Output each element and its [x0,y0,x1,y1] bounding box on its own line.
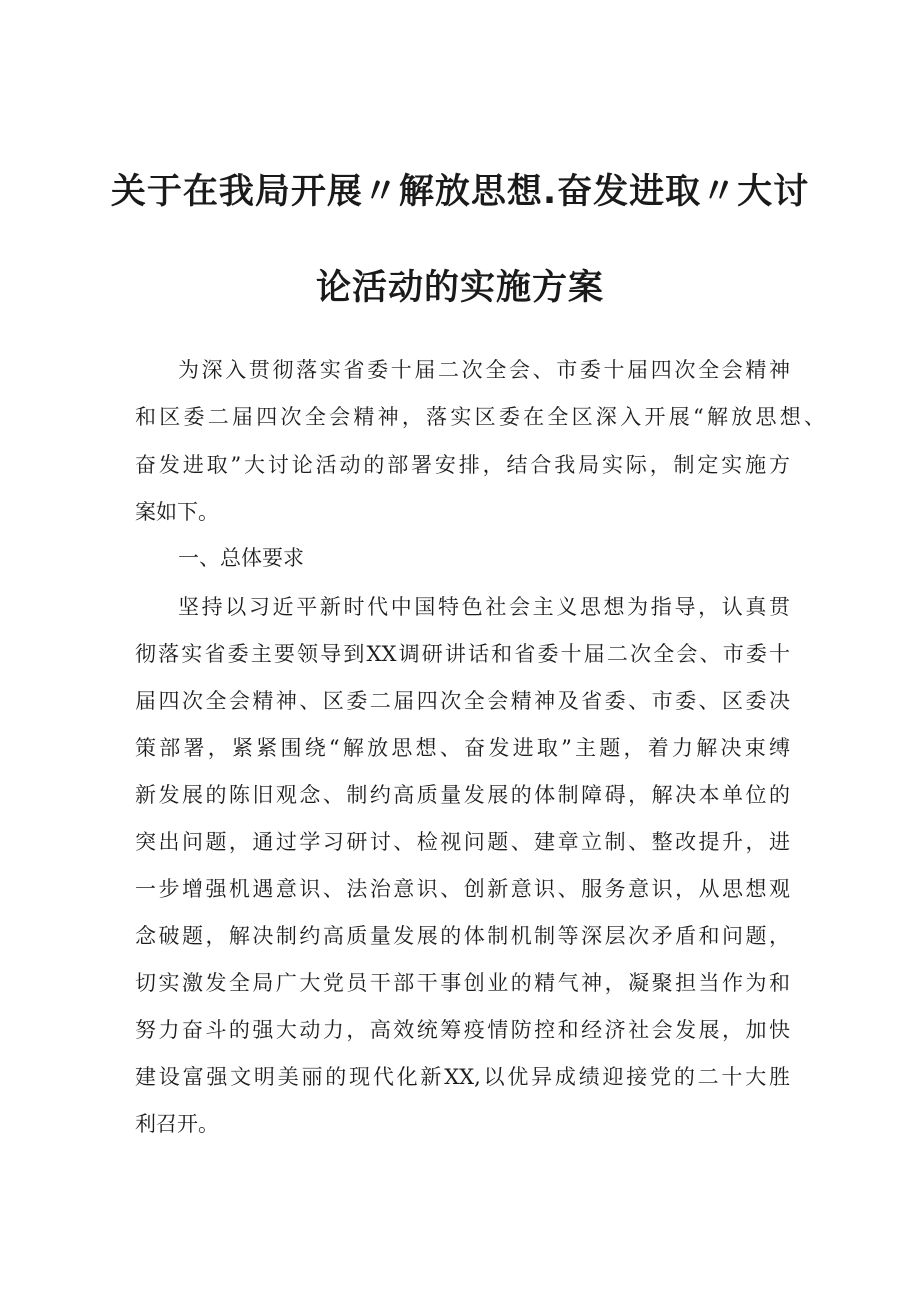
section-paragraph-line: 切实激发全局广大党员干部干事创业的精气神，凝聚担当作为和 [135,971,790,995]
intro-paragraph-line: 为深入贯彻落实省委十届二次全会、市委十届四次全会精神 [178,358,790,382]
document-title-line-1: 关于在我局开展〃解放思想.奋发进取〃大讨 [110,172,810,212]
intro-paragraph-line: 奋发进取”大讨论活动的部署安排，结合我局实际，制定实施方 [135,453,790,477]
section-paragraph-line: 彻落实省委主要领导到XX调研讲话和省委十届二次全会、市委十 [135,642,790,666]
section-paragraph-line: 新发展的陈旧观念、制约高质量发展的体制障碍，解决本单位的 [135,783,790,807]
intro-paragraph-line: 案如下。 [135,500,219,524]
section-paragraph-line: 建设富强文明美丽的现代化新XX,以优异成绩迎接党的二十大胜 [135,1065,790,1089]
section-paragraph-line: 努力奋斗的强大动力，高效统筹疫情防控和经济社会发展，加快 [135,1018,790,1042]
section-heading: 一、总体要求 [178,546,304,570]
intro-paragraph-line: 和区委二届四次全会精神，落实区委在全区深入开展“解放思想、 [135,405,825,429]
section-paragraph-line: 利召开。 [135,1112,219,1136]
section-paragraph-line: 一步增强机遇意识、法治意识、创新意识、服务意识，从思想观 [135,877,790,901]
section-paragraph-line: 策部署，紧紧围绕“解放思想、奋发进取”主题，着力解决束缚 [135,736,790,760]
section-paragraph-line: 届四次全会精神、区委二届四次全会精神及省委、市委、区委决 [135,689,790,713]
document-title-line-2: 论活动的实施方案 [315,268,604,308]
section-paragraph-line: 突出问题，通过学习研讨、检视问题、建章立制、整改提升，进 [135,830,790,854]
section-paragraph-line: 坚持以习近平新时代中国特色社会主义思想为指导，认真贯 [178,595,790,619]
section-paragraph-line: 念破题，解决制约高质量发展的体制机制等深层次矛盾和问题， [135,924,790,948]
